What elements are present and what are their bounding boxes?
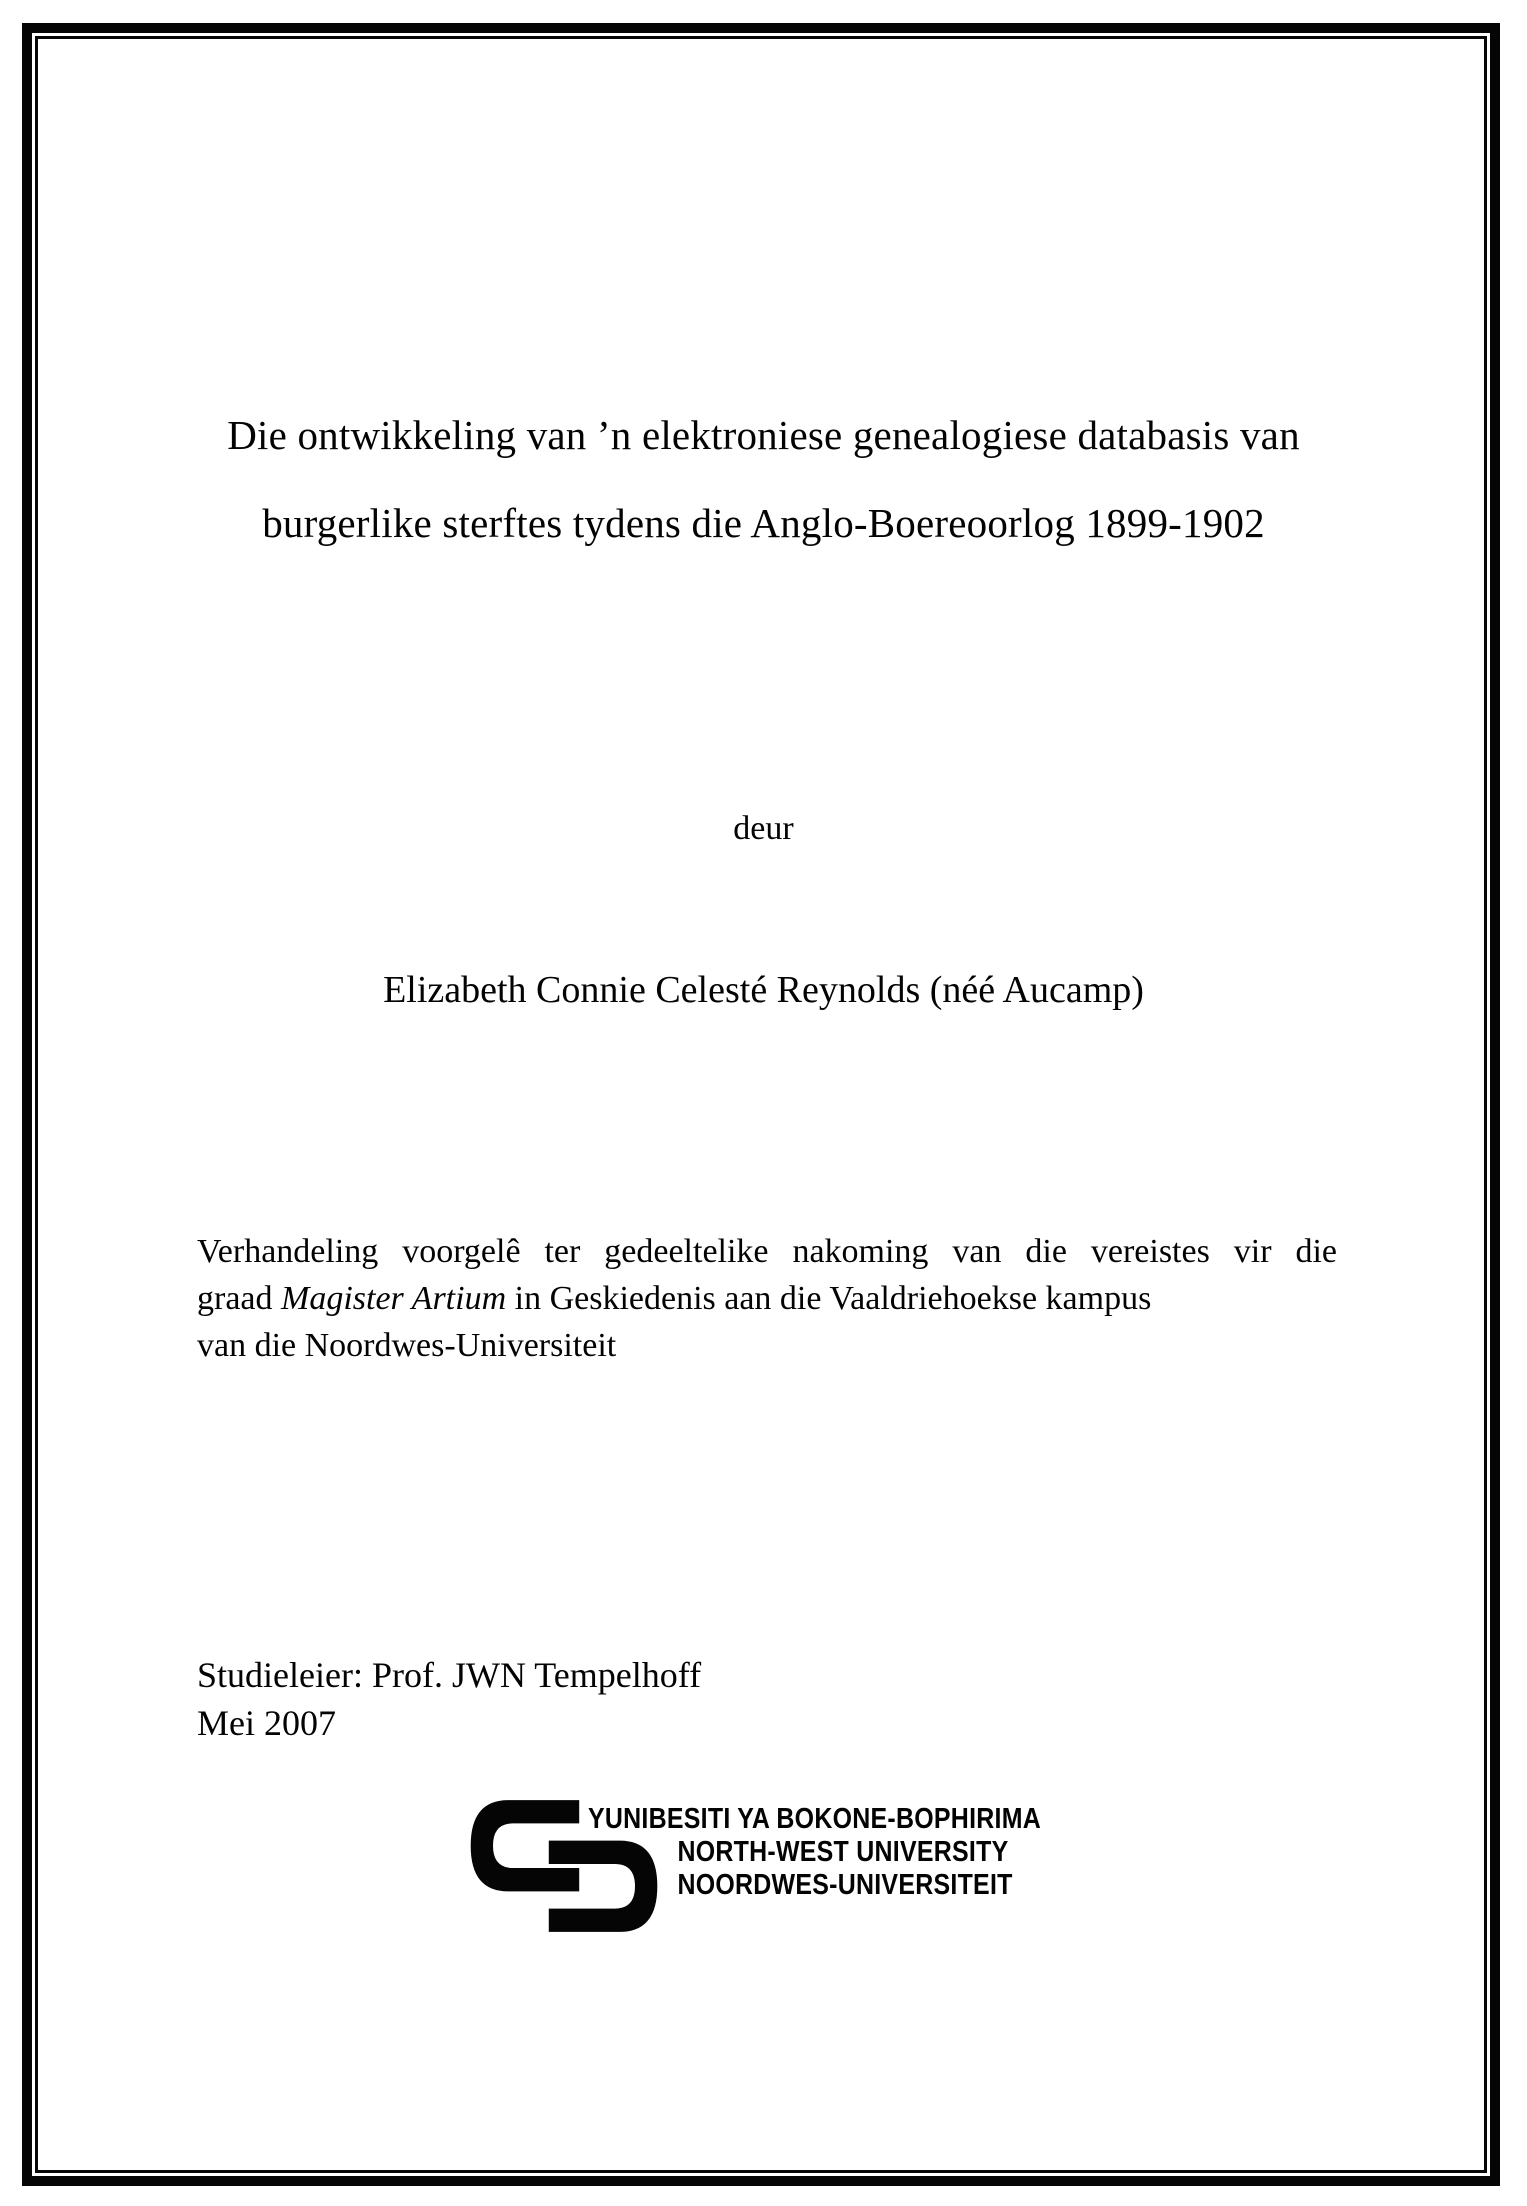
author-name: Elizabeth Connie Celesté Reynolds (néé Aucamp) bbox=[383, 969, 1144, 1011]
supervisor-line: Studieleier: Prof. JWN Tempelhoff bbox=[197, 1655, 702, 1695]
degree-name: Magister Artium bbox=[281, 1280, 507, 1317]
submission-line2-pre: graad bbox=[197, 1280, 282, 1317]
submission-line1: Verhandeling voorgelê ter gedeeltelike nakoming van die vereistes vir die bbox=[197, 1233, 1337, 1270]
submission-line2 bbox=[197, 1275, 1337, 1322]
logo-line-english: NORTH-WEST UNIVERSITY bbox=[677, 1836, 1009, 1868]
logo-line-afrikaans: NOORDWES-UNIVERSITEIT bbox=[677, 1869, 1013, 1901]
byline-label: deur bbox=[733, 810, 794, 847]
logo-line-setswana: YUNIBESITI YA BOKONE-BOPHIRIMA bbox=[588, 1803, 1042, 1835]
submission-line2-post: in Geskiedenis aan die Vaaldriehoekse kampus bbox=[506, 1280, 1152, 1317]
university-logo bbox=[462, 1795, 1115, 1937]
submission-statement bbox=[197, 1228, 1337, 1369]
submission-line3: van die Noordwes-Universiteit bbox=[197, 1327, 617, 1364]
thesis-title-line1: Die ontwikkeling van ’n elektroniese genealogiese databasis van bbox=[227, 412, 1300, 458]
university-logo-text bbox=[588, 1795, 1041, 1902]
thesis-title-line2: burgerlike sterftes tydens die Anglo-Boereoorlog 1899-1902 bbox=[262, 500, 1265, 546]
thesis-title bbox=[60, 391, 1467, 567]
supervisor-block bbox=[197, 1651, 701, 1747]
date-line: Mei 2007 bbox=[197, 1703, 336, 1743]
